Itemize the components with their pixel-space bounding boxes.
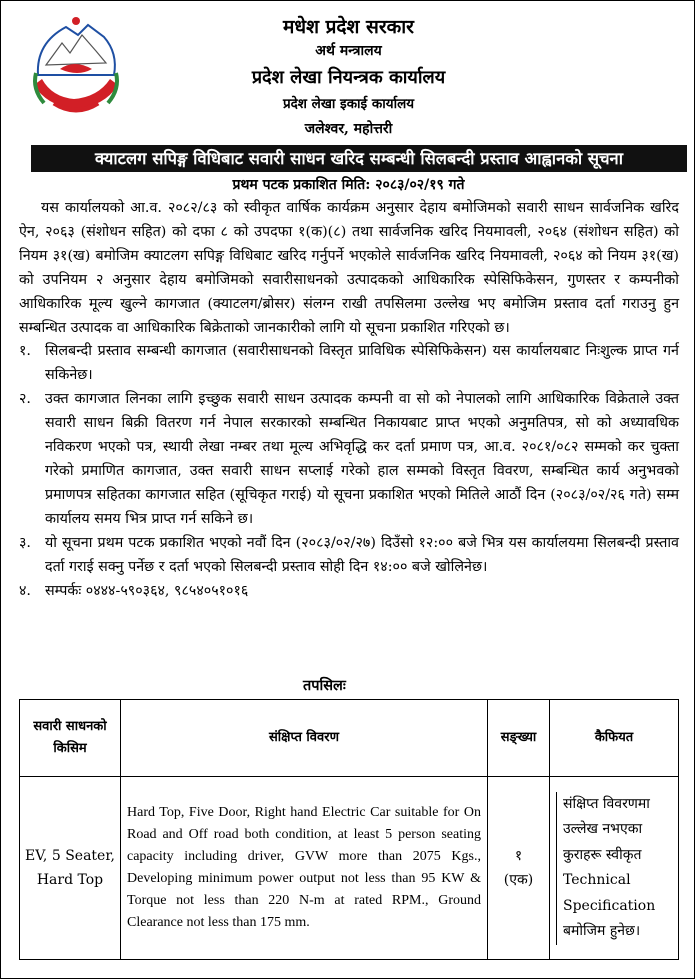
contact-item: [19, 580, 679, 604]
quantity-cell: [488, 777, 550, 960]
intro-paragraph: यस कार्यालयको आ.व. २०८२/८३ को स्वीकृत वार्षिक कार्यक्रम अनुसार देहाय बमोजिमको सवारी साधन सार्वजनिक खरिद ऐन, २०६३ (संशोधन सहित) को दफा ८ को उपदफा १(क)(८) तथा सार्वजनिक खरिद नियमावली, २०६४ (संशोधन सहित) को नियम ३१(ख) बमोजिम क्याटलग सपिङ्ग विधिबाट खरिद गर्नुपर्ने भएकोले सार्वजनिक खरिद नियमावली, २०६४ को नियम ३१(ख) को उपनियम २ अनुसार देहाय बमोजिमको सवारीसाधनको उत्पादकको आधिकारिक स्पेसिफिकेसन, गुणस्तर र कम्पनीको आधिकारिक मूल्य खुल्ने कागजात (क्याटलग/ब्रोसर) संलग्न राखी तपसिलमा उल्लेख भए बमोजिम प्रस्ताव दर्ता गराउनु हुन सम्बन्धित उत्पादक वा आधिकारिक बिक्रेताको जानकारीको लागि यो सूचना प्रकाशित गरिएको छ।: [19, 200, 679, 336]
office-name: प्रदेश लेखा नियन्त्रक कार्यालय: [251, 67, 446, 88]
government-name: मधेश प्रदेश सरकार: [283, 16, 414, 38]
item-number: ३.: [19, 534, 31, 551]
item-text: यो सूचना प्रथम पटक प्रकाशित भएको नवौं दिन (२०८३/०२/२७) दिउँसो १२:०० बजे भित्र यस कार्यालयमा सिलबन्दी प्रस्ताव दर्ता गराई सक्नु पर्नेछ र दर्ता भएको सिलबन्दी प्रस्ताव सोही दिन १४:०० बजे खोलिनेछ।: [45, 534, 679, 575]
col-header-description: संक्षिप्त विवरण: [121, 700, 488, 777]
notice-body: [19, 197, 679, 603]
item-number: २.: [19, 391, 31, 408]
schedule-label: तपसिलः: [303, 677, 346, 694]
list-item: [19, 532, 679, 580]
remarks-cell: [550, 777, 679, 960]
office-location: जलेश्वर, महोत्तरी: [304, 121, 393, 137]
vehicle-table: [19, 699, 679, 960]
col-header-type: सवारी साधनको किसिम: [20, 700, 121, 777]
col-header-remarks: कैफियत: [550, 700, 679, 777]
table-header-row: [20, 700, 679, 777]
table-row: [20, 777, 679, 960]
item-text: सिलबन्दी प्रस्ताव सम्बन्धी कागजात (सवारीसाधनको विस्तृत प्राविधिक स्पेसिफिकेसन) यस कार्यालयबाट निःशुल्क प्राप्त गर्न सकिनेछ।: [45, 343, 679, 384]
quantity-number: १: [514, 848, 523, 864]
remarks-text: संक्षिप्त विवरणमा उल्लेख नभएका कुराहरू स्वीकृत Technical Specification बमोजिम हुनेछ।: [556, 792, 670, 945]
ministry-name: अर्थ मन्त्रालय: [315, 43, 382, 59]
list-item: [19, 388, 679, 531]
quantity-word: (एक): [503, 872, 534, 888]
item-number: ४.: [19, 582, 31, 599]
description-cell: Hard Top, Five Door, Right hand Electric Car suitable for On Road and Off road both condition, at least 5 person seating capacity including driver, GVW more than 2075 Kgs., Developing minimum power output not less than 95 KW & Torque not less than 220 N-m at rated RPM., Ground Clearance not less than 175 mm.: [121, 777, 488, 960]
list-item: [19, 340, 679, 388]
col-header-quantity: सङ्ख्या: [488, 700, 550, 777]
notice-title: क्याटलग सपिङ्ग विधिबाट सवारी साधन खरिद सम्बन्धी सिलबन्दी प्रस्ताव आह्वानको सूचना: [31, 145, 687, 172]
vehicle-type-cell: EV, 5 Seater, Hard Top: [20, 777, 121, 960]
item-number: १.: [19, 343, 31, 360]
contact-text: सम्पर्कः ०४४४-५९०३६४, ९८५४०५१०१६: [45, 582, 249, 599]
publish-date: प्रथम पटक प्रकाशित मिति: २०८३/०२/१९ गते: [232, 177, 465, 193]
item-text: उक्त कागजात लिनका लागि इच्छुक सवारी साधन उत्पादक कम्पनी वा सो को नेपालको लागि आधिकारिक विक्रेताले उक्त सवारी साधन बिक्री वितरण गर्न नेपाल सरकारको सम्बन्धित निकायबाट प्राप्त भएको अनुमतिपत्र, सो को अध्यावधिक नविकरण भएको पत्र, स्थायी लेखा नम्बर तथा मूल्य अभिवृद्धि कर दर्ता प्रमाण पत्र, आ.व. २०८१/०८२ सम्मको कर चुक्ता गरेको प्रमाणित कागजात, उक्त सवारी साधन सप्लाई गरेको हाल सम्मको विस्तृत विवरण, सम्बन्धित कार्य अनुभवको प्रमाणपत्र सहितका कागजात सहित (सूचिकृत गराई) यो सूचना प्रकाशित भएको मितिले आठौं दिन (२०८३/०२/२६ गते) सम्म कार्यालय समय भित्र प्राप्त गर्न सकिने छ।: [45, 391, 679, 527]
unit-name: प्रदेश लेखा इकाई कार्यालय: [282, 96, 415, 112]
